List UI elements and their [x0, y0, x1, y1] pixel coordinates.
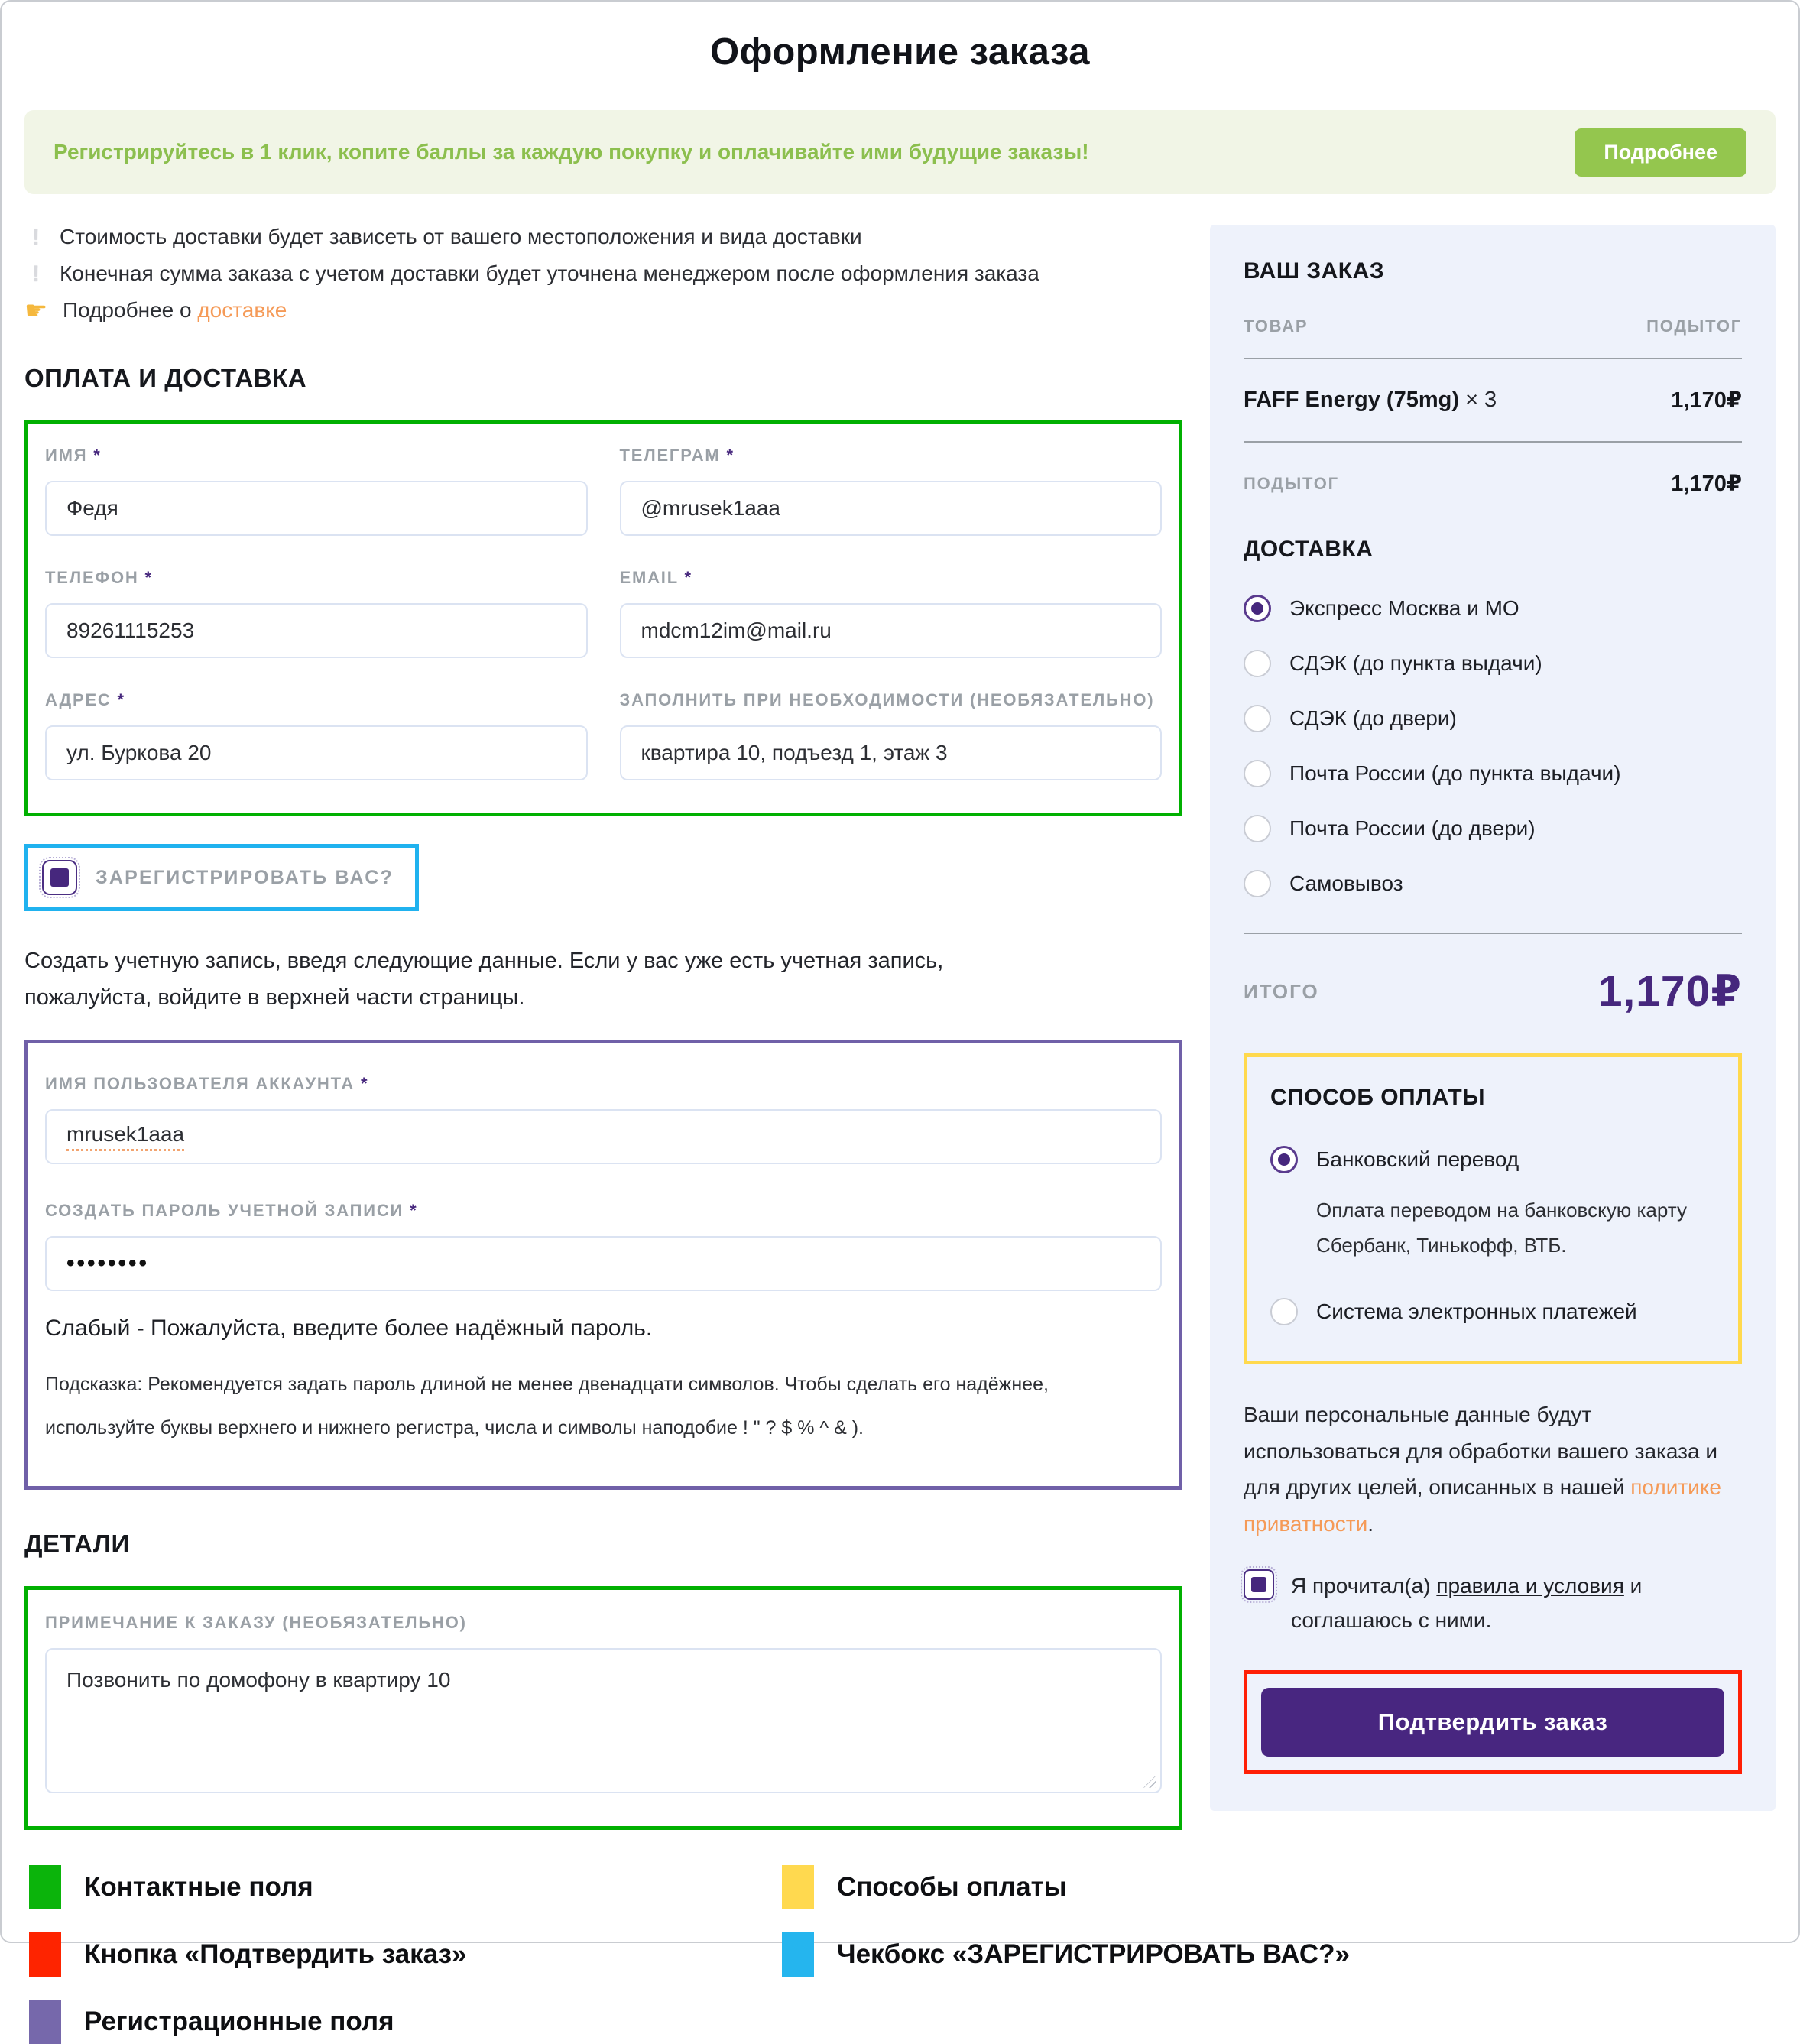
address-label: АДРЕС *: [45, 690, 125, 709]
red-swatch-icon: [29, 1932, 61, 1977]
delivery-option-express[interactable]: Экспресс Москва и МО: [1244, 595, 1742, 622]
name-field-group: [45, 446, 588, 536]
notice-text: Подробнее о доставке: [63, 298, 287, 322]
delivery-options: [1244, 595, 1742, 897]
subtotal-value: 1,170₽: [1671, 472, 1742, 496]
contact-form-grid: [45, 446, 1162, 780]
radio-icon[interactable]: [1244, 870, 1271, 897]
register-checkbox-box: [24, 844, 419, 911]
legend-right-column: [782, 1865, 1350, 2044]
email-label: EMAIL *: [619, 568, 692, 587]
main-column: [24, 225, 1182, 1830]
radio-icon[interactable]: [1244, 760, 1271, 787]
order-item-price: 1,170₽: [1671, 388, 1742, 413]
radio-icon[interactable]: [1270, 1298, 1298, 1325]
legend-item: Способы оплаты: [782, 1865, 1350, 1909]
page-title: Оформление заказа: [710, 31, 1090, 73]
phone-label: ТЕЛЕФОН *: [45, 568, 153, 587]
privacy-note: Ваши персональные данные будут использоваться для обработки вашего заказа и для других целей, описанных в нашей политике приватности.: [1244, 1403, 1721, 1536]
order-note-label: ПРИМЕЧАНИЕ К ЗАКАЗУ (НЕОБЯЗАТЕЛЬНО): [45, 1612, 467, 1632]
legend: [29, 1865, 1771, 2044]
name-label: ИМЯ *: [45, 446, 102, 465]
product-column-header: ТОВАР: [1244, 316, 1309, 336]
notice-row: [24, 225, 1182, 251]
radio-icon[interactable]: [1244, 705, 1271, 732]
bank-transfer-description: Оплата переводом на банковскую карту Сбербанк, Тинькофф, ВТБ.: [1316, 1199, 1687, 1257]
cyan-swatch-icon: [782, 1932, 814, 1977]
order-note-textarea[interactable]: [45, 1648, 1162, 1793]
radio-icon[interactable]: [1244, 650, 1271, 677]
password-field-group: [45, 1201, 1162, 1291]
telegram-label: ТЕЛЕГРАМ *: [619, 446, 735, 465]
register-checkbox[interactable]: [42, 860, 77, 895]
register-checkbox-label: ЗАРЕГИСТРИРОВАТЬ ВАС?: [96, 866, 394, 888]
your-order-heading: ВАШ ЗАКАЗ: [1244, 258, 1385, 284]
order-subtotal-row: [1244, 443, 1742, 518]
telegram-field-group: [620, 446, 1163, 536]
email-field-group: [620, 568, 1163, 658]
apartment-label: ЗАПОЛНИТЬ ПРИ НЕОБХОДИМОСТИ (НЕОБЯЗАТЕЛЬНО): [619, 690, 1155, 709]
account-note: Создать учетную запись, введя следующие данные. Если у вас уже есть учетная запись, пожалуйста, войдите в верхней части страницы.: [24, 949, 944, 1010]
terms-row: [1244, 1569, 1742, 1638]
order-summary-sidebar: [1210, 225, 1776, 1811]
delivery-option-post-pickup[interactable]: Почта России (до пункта выдачи): [1244, 760, 1742, 787]
legend-left-column: [29, 1865, 782, 2044]
registration-fields-box: [24, 1040, 1182, 1490]
address-input[interactable]: [45, 725, 588, 780]
privacy-policy-link[interactable]: политике приватности: [1244, 1475, 1721, 1536]
order-item-row: [1244, 359, 1742, 443]
purple-swatch-icon: [29, 2000, 61, 2044]
payment-delivery-heading: ОПЛАТА И ДОСТАВКА: [24, 364, 307, 392]
delivery-option-cdek-pickup[interactable]: СДЭК (до пункта выдачи): [1244, 650, 1742, 677]
banner-more-button[interactable]: Подробнее: [1575, 128, 1746, 177]
legend-item: Регистрационные поля: [29, 2000, 782, 2044]
notice-text: Конечная сумма заказа с учетом доставки будет уточнена менеджером после оформления заказа: [60, 261, 1039, 285]
details-heading: ДЕТАЛИ: [24, 1529, 130, 1558]
delivery-option-post-door[interactable]: Почта России (до двери): [1244, 815, 1742, 842]
payment-option-bank-transfer[interactable]: Банковский перевод: [1270, 1146, 1715, 1173]
username-field-group: [45, 1074, 1162, 1164]
telegram-input[interactable]: [620, 481, 1163, 536]
exclamation-icon: !: [32, 261, 40, 287]
notice-row: [24, 261, 1182, 287]
yellow-swatch-icon: [782, 1865, 814, 1909]
order-note-box: [24, 1586, 1182, 1830]
apartment-input[interactable]: [620, 725, 1163, 780]
order-item-name: FAFF Energy (75mg) × 3: [1244, 388, 1497, 412]
order-total-row: [1244, 934, 1742, 1053]
payment-methods-box: [1244, 1053, 1742, 1364]
confirm-button-box: [1244, 1670, 1742, 1774]
radio-icon[interactable]: [1244, 815, 1271, 842]
notice-text: Стоимость доставки будет зависеть от вашего местоположения и вида доставки: [60, 225, 862, 248]
total-value: 1,170₽: [1597, 967, 1742, 1016]
terms-text: Я прочитал(а) правила и условия и соглашаюсь с ними.: [1291, 1574, 1643, 1633]
terms-checkbox[interactable]: [1244, 1569, 1274, 1600]
radio-selected-icon[interactable]: [1244, 595, 1271, 622]
exclamation-icon: !: [32, 225, 40, 250]
payment-method-heading: СПОСОБ ОПЛАТЫ: [1270, 1085, 1486, 1110]
notice-row: [24, 298, 1182, 324]
content: [2, 194, 1798, 1830]
checkbox-check-mark: [50, 868, 69, 887]
password-label: СОЗДАТЬ ПАРОЛЬ УЧЕТНОЙ ЗАПИСИ *: [45, 1200, 418, 1220]
address-field-group: [45, 690, 588, 780]
payment-option-epayments[interactable]: Система электронных платежей: [1270, 1298, 1715, 1325]
green-swatch-icon: [29, 1865, 61, 1909]
checkbox-check-mark: [1251, 1577, 1266, 1592]
point-right-icon: ☛: [24, 297, 48, 326]
subtotal-column-header: ПОДЫТОГ: [1646, 316, 1742, 336]
delivery-option-self-pickup[interactable]: Самовывоз: [1244, 870, 1742, 897]
delivery-option-cdek-door[interactable]: СДЭК (до двери): [1244, 705, 1742, 732]
order-note-wrap: [45, 1648, 1162, 1797]
order-item-qty: × 3: [1465, 388, 1497, 412]
delivery-info-link[interactable]: доставке: [197, 298, 287, 322]
contact-fields-box: [24, 420, 1182, 816]
username-label: ИМЯ ПОЛЬЗОВАТЕЛЯ АККАУНТА *: [45, 1073, 369, 1093]
radio-selected-icon[interactable]: [1270, 1146, 1298, 1173]
password-hint: Подсказка: Рекомендуется задать пароль длиной не менее двенадцати символов. Чтобы сделать его надёжнее, используйте буквы верхнего и нижнего регистра, числа и символы наподобие ! " ? $ % ^ & ).: [45, 1373, 1049, 1439]
password-strength-warning: Слабый - Пожалуйста, введите более надёжный пароль.: [45, 1315, 653, 1341]
loyalty-banner-text: Регистрируйтесь в 1 клик, копите баллы за каждую покупку и оплачивайте ими будущие заказы!: [54, 140, 1089, 164]
phone-input[interactable]: [45, 603, 588, 658]
legend-item: Кнопка «Подтвердить заказ»: [29, 1932, 782, 1977]
order-table-header: [1244, 316, 1742, 359]
total-label: ИТОГО: [1244, 979, 1319, 1003]
legend-item: Чекбокс «ЗАРЕГИСТРИРОВАТЬ ВАС?»: [782, 1932, 1350, 1977]
delivery-notices: [24, 225, 1182, 324]
name-input[interactable]: [45, 481, 588, 536]
apartment-field-group: [620, 690, 1163, 780]
delivery-heading: ДОСТАВКА: [1244, 537, 1374, 562]
legend-item: Контактные поля: [29, 1865, 782, 1909]
phone-field-group: [45, 568, 588, 658]
email-input[interactable]: [620, 603, 1163, 658]
password-input[interactable]: ••••••••: [45, 1236, 1162, 1291]
username-input[interactable]: mrusek1aaa: [45, 1109, 1162, 1164]
subtotal-label: ПОДЫТОГ: [1244, 473, 1339, 493]
confirm-order-button[interactable]: Подтвердить заказ: [1261, 1688, 1724, 1757]
terms-link[interactable]: правила и условия: [1436, 1574, 1624, 1598]
loyalty-banner: [24, 110, 1776, 194]
